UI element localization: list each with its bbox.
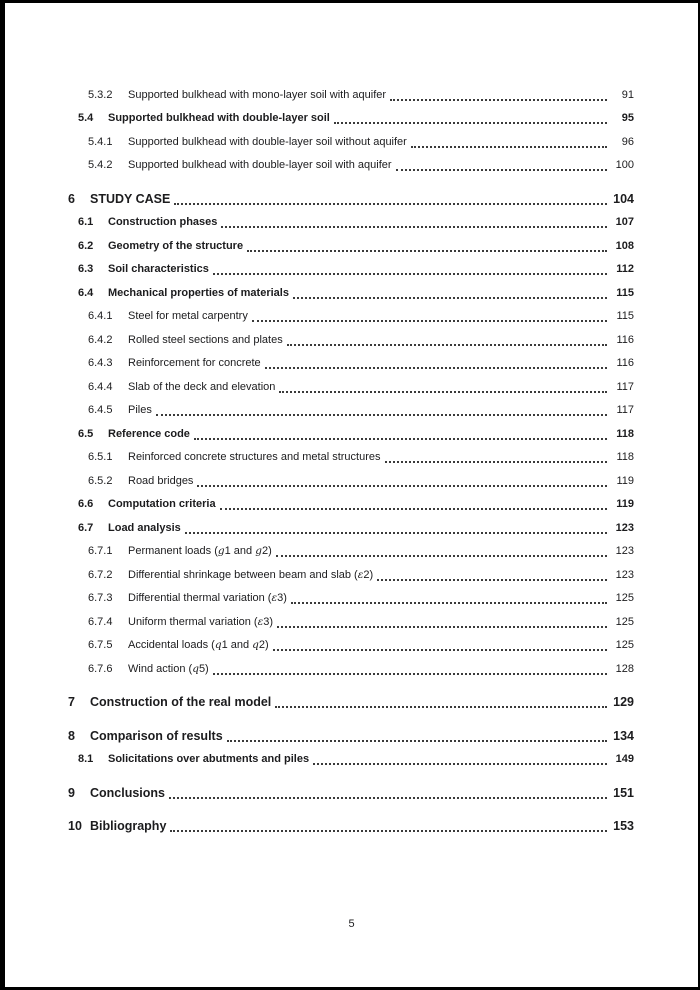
dot-leader: [287, 344, 607, 346]
entry-title: Uniform thermal variation (ε3): [128, 615, 274, 628]
entry-number: 5.4: [78, 112, 94, 125]
dot-leader: [265, 367, 607, 369]
entry-page: 116: [616, 357, 634, 370]
toc-entry: [62, 83, 634, 107]
entry-title: Reinforcement for concrete: [128, 357, 261, 370]
entry-page: 134: [613, 728, 634, 743]
toc-entry: [62, 540, 634, 564]
dot-leader: [275, 706, 607, 708]
toc-entry: [62, 352, 634, 376]
dot-leader: [279, 391, 607, 393]
entry-page: 123: [615, 545, 634, 558]
toc-entry: [62, 657, 634, 681]
entry-title: Piles: [128, 404, 152, 417]
dot-leader: [390, 99, 607, 101]
toc-entry: [62, 107, 634, 131]
entry-page: 125: [615, 639, 634, 652]
entry-page: 125: [615, 592, 634, 605]
dot-leader: [194, 438, 607, 440]
entry-page: 117: [616, 404, 634, 417]
toc-entry: [62, 563, 634, 587]
entry-page: 116: [616, 333, 634, 346]
dot-leader: [247, 250, 607, 252]
entry-page: 118: [616, 427, 634, 440]
entry-page: 119: [616, 474, 634, 487]
entry-page: 115: [616, 310, 634, 323]
dot-leader: [197, 485, 607, 487]
entry-page: 123: [615, 521, 634, 534]
entry-title: Road bridges: [128, 474, 194, 487]
dot-leader: [385, 461, 607, 463]
toc-entry: [62, 815, 634, 839]
entry-title: Construction of the real model: [90, 695, 272, 710]
entry-page: 153: [613, 819, 634, 834]
entry-number: 6.7.2: [88, 568, 113, 581]
entry-title: Supported bulkhead with double-layer soil without aquifer: [128, 135, 407, 148]
toc-entry: [62, 748, 634, 772]
toc-entry: [62, 724, 634, 748]
entry-title: Slab of the deck and elevation: [128, 380, 276, 393]
entry-page: 95: [621, 112, 634, 125]
toc-entry: [62, 258, 634, 282]
table-of-contents: [62, 83, 634, 838]
entry-page: 119: [616, 498, 634, 511]
entry-number: 6: [68, 191, 75, 206]
entry-title: Supported bulkhead with double-layer soil: [108, 112, 330, 125]
entry-number: 5.3.2: [88, 88, 113, 101]
dot-leader: [174, 203, 607, 205]
entry-title: Comparison of results: [90, 728, 223, 743]
entry-number: 6.7.1: [88, 545, 113, 558]
entry-page: 123: [615, 568, 634, 581]
toc-entry: [62, 422, 634, 446]
entry-title: Geometry of the structure: [108, 239, 244, 252]
entry-page: 104: [613, 191, 634, 206]
entry-number: 6.4.5: [88, 404, 113, 417]
entry-page: 100: [615, 159, 634, 172]
entry-number: 6.3: [78, 263, 94, 276]
entry-number: 6.5: [78, 427, 94, 440]
entry-title: Wind action (q5): [128, 662, 209, 675]
dot-leader: [213, 673, 607, 675]
toc-entry: [62, 211, 634, 235]
dot-leader: [185, 532, 607, 534]
dot-leader: [313, 763, 607, 765]
entry-number: 10: [68, 819, 82, 834]
toc-entry: [62, 375, 634, 399]
toc-entry: [62, 281, 634, 305]
entry-page: 128: [615, 662, 634, 675]
entry-title: Bibliography: [90, 819, 167, 834]
entry-title: Permanent loads (g1 and g2): [128, 545, 272, 558]
entry-title: Supported bulkhead with double-layer soil with aquifer: [128, 159, 392, 172]
entry-number: 6.5.1: [88, 451, 113, 464]
entry-number: 9: [68, 785, 75, 800]
toc-entry: [62, 305, 634, 329]
toc-entry: [62, 234, 634, 258]
toc-entry: [62, 634, 634, 658]
entry-number: 6.4.4: [88, 380, 113, 393]
document-page: [5, 3, 698, 987]
toc-entry: [62, 691, 634, 715]
entry-page: 112: [616, 263, 634, 276]
entry-title: Rolled steel sections and plates: [128, 333, 283, 346]
entry-number: 7: [68, 695, 75, 710]
entry-page: 151: [613, 785, 634, 800]
dot-leader: [213, 273, 607, 275]
entry-page: 129: [613, 695, 634, 710]
entry-number: 6.4.2: [88, 333, 113, 346]
toc-entry: [62, 781, 634, 805]
toc-entry: [62, 516, 634, 540]
entry-number: 6.7.5: [88, 639, 113, 652]
dot-leader: [221, 226, 607, 228]
entry-number: 6.1: [78, 216, 94, 229]
toc-entry: [62, 130, 634, 154]
entry-number: 6.7.6: [88, 662, 113, 675]
entry-title: Mechanical properties of materials: [108, 286, 289, 299]
entry-number: 6.4.1: [88, 310, 113, 323]
entry-title: STUDY CASE: [90, 191, 171, 206]
footer-page-number: 5: [348, 918, 355, 930]
entry-number: 6.4.3: [88, 357, 113, 370]
entry-title: Solicitations over abutments and piles: [108, 753, 310, 766]
entry-page: 107: [615, 216, 634, 229]
dot-leader: [334, 122, 607, 124]
entry-number: 6.7.3: [88, 592, 113, 605]
toc-entry: [62, 493, 634, 517]
dot-leader: [169, 797, 607, 799]
toc-entry: [62, 587, 634, 611]
dot-leader: [273, 649, 607, 651]
toc-entry: [62, 446, 634, 470]
entry-title: Steel for metal carpentry: [128, 310, 248, 323]
entry-title: Differential thermal variation (ε3): [128, 592, 287, 605]
entry-title: Reinforced concrete structures and metal structures: [128, 451, 381, 464]
toc-entry: [62, 610, 634, 634]
dot-leader: [276, 555, 607, 557]
dot-leader: [396, 169, 607, 171]
entry-title: Construction phases: [108, 216, 218, 229]
entry-number: 8.1: [78, 753, 94, 766]
entry-title: Supported bulkhead with mono-layer soil with aquifer: [128, 88, 387, 101]
entry-number: 6.7.4: [88, 615, 113, 628]
entry-title: Reference code: [108, 427, 190, 440]
toc-entry: [62, 469, 634, 493]
dot-leader: [293, 297, 607, 299]
dot-leader: [277, 626, 607, 628]
dot-leader: [411, 146, 607, 148]
entry-title: Soil characteristics: [108, 263, 209, 276]
entry-page: 125: [615, 615, 634, 628]
entry-page: 115: [616, 286, 634, 299]
entry-number: 8: [68, 728, 75, 743]
entry-page: 96: [621, 135, 634, 148]
entry-page: 117: [616, 380, 634, 393]
entry-title: Accidental loads (q1 and q2): [128, 639, 269, 652]
dot-leader: [227, 740, 607, 742]
toc-entry: [62, 187, 634, 211]
toc-entry: [62, 399, 634, 423]
toc-entry: [62, 328, 634, 352]
entry-title: Load analysis: [108, 521, 181, 534]
entry-page: 149: [615, 753, 634, 766]
dot-leader: [291, 602, 607, 604]
entry-title: Conclusions: [90, 785, 166, 800]
entry-title: Computation criteria: [108, 498, 216, 511]
dot-leader: [220, 508, 607, 510]
entry-page: 108: [615, 239, 634, 252]
dot-leader: [252, 320, 607, 322]
entry-number: 6.7: [78, 521, 94, 534]
dot-leader: [377, 579, 607, 581]
entry-page: 118: [616, 451, 634, 464]
entry-number: 5.4.1: [88, 135, 113, 148]
entry-title: Differential shrinkage between beam and slab (ε2): [128, 568, 374, 581]
dot-leader: [156, 414, 607, 416]
entry-page: 91: [621, 88, 634, 101]
dot-leader: [170, 830, 607, 832]
entry-number: 6.4: [78, 286, 94, 299]
entry-number: 6.2: [78, 239, 94, 252]
entry-number: 6.6: [78, 498, 94, 511]
toc-entry: [62, 154, 634, 178]
entry-number: 5.4.2: [88, 159, 113, 172]
entry-number: 6.5.2: [88, 474, 113, 487]
